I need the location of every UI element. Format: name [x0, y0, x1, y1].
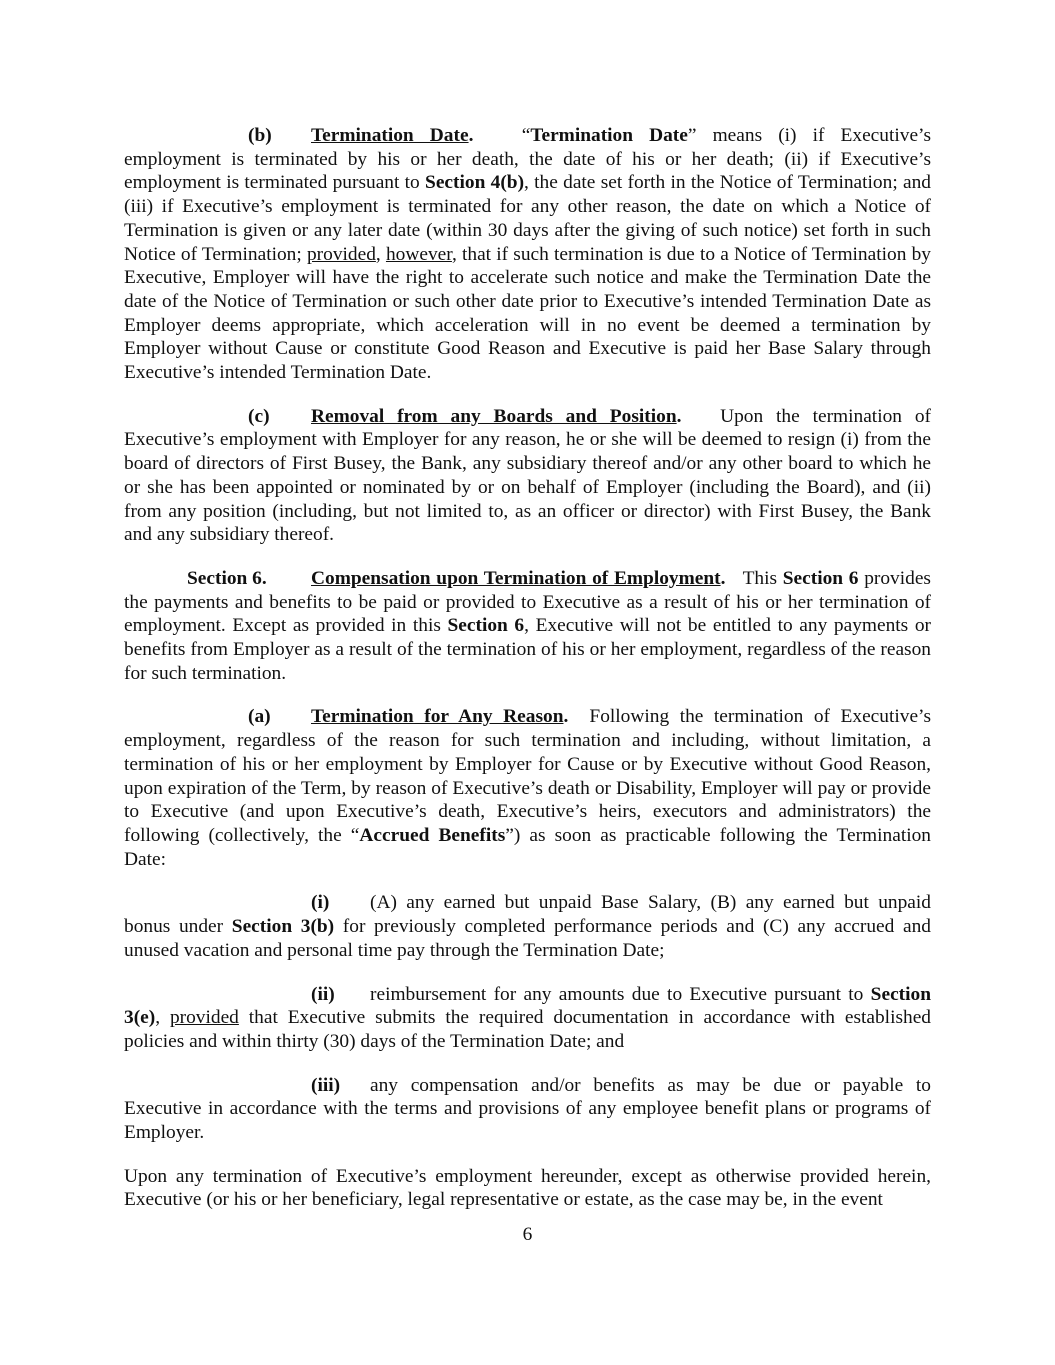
paragraph-label: (c)	[248, 405, 270, 427]
closing-paragraph: Upon any termination of Executive’s employment hereunder, except as otherwise provided herein, Executive (or his or her beneficiary, legal representative or estate, as the case may be, in the event	[124, 1165, 931, 1211]
section-reference: Section 6	[447, 615, 525, 637]
section-reference: Section 3(e)	[124, 983, 931, 1029]
section-reference: Section 6	[782, 567, 859, 589]
section-reference: Section 4(b)	[425, 172, 525, 194]
paragraph-heading: Termination for Any Reason	[311, 706, 564, 728]
section-6-compensation: Section 6. Compensation upon Termination of Employment. This Section 6 provides the payments and benefits to be paid or provided to Executive as a result of his or her termination of employment. Except as provided in this Section 6, Executive will not be entitled to any payments or benefits from Employer as a result of the termination of his or her employment, regardless of the reason for such termination.	[124, 567, 931, 684]
section-reference: Section 3(b)	[231, 916, 335, 938]
list-item-iii: (iii) any compensation and/or benefits as may be due or payable to Executive in accordance with the terms and provisions of any employee benefit plans or programs of Employer.	[124, 1074, 931, 1144]
list-item-label: (ii)	[311, 983, 335, 1005]
defined-term: Termination Date	[530, 125, 688, 146]
list-item-label: (iii)	[311, 1074, 341, 1096]
paragraph-removal-from-boards: (c) Removal from any Boards and Position. Upon the termination of Executive’s employment with Employer for any reason, he or she will be deemed to resign (i) from the board of directors of First Busey, the Bank, any subsidiary thereof and/or any other board to which he or she has been appointed or nominated by or on behalf of Employer (including the Board), and (ii) from any position (including, but not limited to, as an officer or director) with First Busey, the Bank and any subsidiary thereof.	[124, 405, 931, 546]
paragraph-termination-any-reason: (a) Termination for Any Reason. Following the termination of Executive’s employment, regardless of the reason for such termination and including, without limitation, a termination of his or her employment by Employer for Cause or by Executive without Good Reason, upon expiration of the Term, by reason of Executive’s death or Disability, Employer will pay or provide to Executive (and upon Executive’s death, Executive’s heirs, executors and administrators) the following (collectively, the “Accrued Benefits”) as soon as practicable following the Termination Date:	[124, 706, 931, 870]
paragraph-heading: Removal from any Boards and Position	[311, 405, 677, 427]
document-page	[124, 124, 931, 1232]
section-label: Section 6.	[187, 567, 267, 589]
paragraph-label: (a)	[248, 706, 271, 728]
page-number: 6	[522, 1224, 533, 1245]
defined-term: Accrued Benefits	[359, 824, 506, 846]
section-heading: Compensation upon Termination of Employment	[311, 567, 721, 589]
list-item-label: (i)	[311, 892, 330, 914]
paragraph-label: (b)	[248, 125, 272, 146]
list-item-i: (i) (A) any earned but unpaid Base Salary, (B) any earned but unpaid bonus under Section 3(b) for previously completed performance periods and (C) any accrued and unused vacation and personal time pay through the Termination Date;	[124, 892, 931, 961]
paragraph-termination-date: (b) Termination Date. “Termination Date” means (i) if Executive’s employment is terminated by his or her death, the date of his or her death; (ii) if Executive’s employment is terminated pursuant to Section 4(b), the date set forth in the Notice of Termination; and (iii) if Executive’s employment is terminated for any other reason, the date on which a Notice of Termination is given or any later date (within 30 days after the giving of such notice) set forth in such Notice of Termination; provided, however, that if such termination is due to a Notice of Termination by Executive, Employer will have the right to accelerate such notice and make the Termination Date the date of the Notice of Termination or such other date prior to Executive’s intended Termination Date as Employer deems appropriate, which acceleration will in no event be deemed a termination by Employer without Cause or constitute Good Reason and Executive is paid her Base Salary through Executive’s intended Termination Date.	[124, 125, 931, 384]
paragraph-heading: Termination Date	[311, 125, 469, 146]
list-item-ii: (ii) reimbursement for any amounts due to Executive pursuant to Section 3(e), provided that Executive submits the required documentation in accordance with established policies and within thirty (30) days of the Termination Date; and	[124, 983, 932, 1052]
